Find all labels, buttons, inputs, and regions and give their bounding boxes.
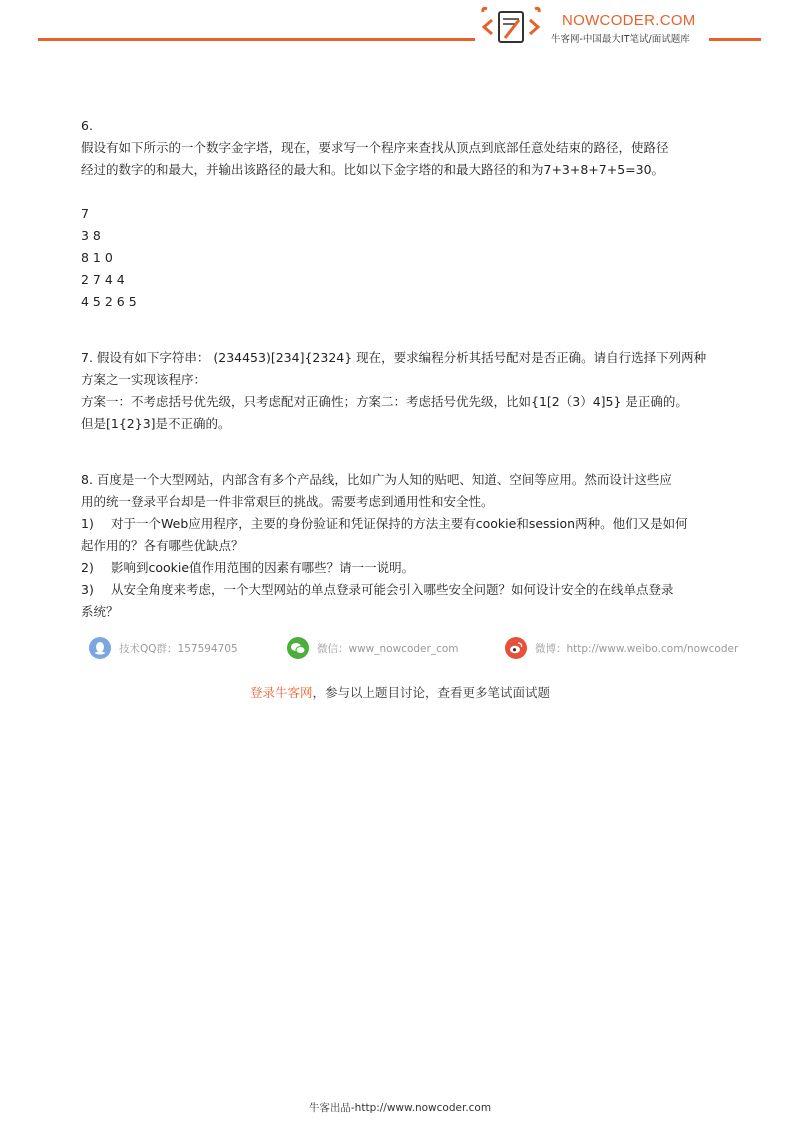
weibo-text: 微博：http://www.weibo.com/nowcoder [535,642,739,655]
qq-group-text: 技术QQ群：157594705 [119,642,238,655]
q8-item-number: 1) [81,516,94,531]
q6-line: 假设有如下所示的一个数字金字塔，现在，要求写一个程序来查找从顶点到底部任意处结束的路径，使路径 [81,140,669,155]
weibo-icon [505,637,527,659]
social-qq[interactable] [89,636,238,660]
brand-slogan: 牛客网-中国最大IT笔试/面试题库 [551,34,690,45]
login-prompt-text: ，参与以上题目讨论，查看更多笔试面试题 [312,685,551,700]
q8-line: 8. 百度是一个大型网站，内部含有多个产品线，比如广为人知的贴吧、知道、空间等应用。然而设计这些应 [81,472,672,487]
pyramid-row: 7 [81,206,89,221]
footer-text: 牛客出品-http://www.nowcoder.com [308,1102,492,1114]
wechat-icon [287,637,309,659]
q8-item-text: 对于一个Web应用程序，主要的身份验证和凭证保持的方法主要有cookie和session两种。他们又是如何 [111,516,688,531]
nowcoder-logo-icon [478,6,544,46]
q7-line: 方案之一实现该程序： [81,372,207,387]
header-divider-right [709,38,761,41]
q7-line: 方案一：不考虑括号优先级，只考虑配对正确性；方案二：考虑括号优先级，比如{1[2（3）4]5} 是正确的。 [81,394,688,409]
social-weibo[interactable] [505,636,738,660]
social-wechat[interactable] [287,636,459,660]
q8-item [81,557,731,579]
q8-item-text: 从安全角度来考虑，一个大型网站的单点登录可能会引入哪些安全问题？如何设计安全的在线单点登录 [111,582,674,597]
header-divider-left [38,38,475,41]
q8-line: 用的统一登录平台却是一件非常艰巨的挑战。需要考虑到通用性和安全性。 [81,494,494,509]
q8-item-text: 影响到cookie值作用范围的因素有哪些？请一一说明。 [111,560,415,575]
q8-item-continuation: 起作用的？各有哪些优缺点？ [81,538,244,553]
pyramid-row: 3 8 [81,228,101,243]
q8-item-number: 3) [81,582,94,597]
pyramid-row: 4 5 2 6 5 [81,294,137,309]
wechat-text: 微信：www_nowcoder_com [317,642,459,655]
pyramid-row: 2 7 4 4 [81,272,125,287]
q6-line: 经过的数字的和最大，并输出该路径的最大和。比如以下金字塔的和最大路径的和为7+3+8+7+5=30。 [81,162,665,177]
login-prompt [0,683,800,701]
q7-line: 7. 假设有如下字符串： (234453)[234]{2324} 现在，要求编程分析其括号配对是否正确。请自行选择下列两种 [81,350,707,365]
qq-icon [89,637,111,659]
q8-item [81,579,731,601]
q7-line: 但是[1{2}3]是不正确的。 [81,416,231,431]
q6-number: 6. [81,118,93,133]
q8-item-number: 2) [81,560,94,575]
q8-item [81,513,731,535]
brand-name[interactable]: NOWCODER.COM [562,12,696,29]
pyramid-row: 8 1 0 [81,250,113,265]
document-body [81,115,731,623]
login-link[interactable]: 登录牛客网 [249,685,313,700]
q8-item-continuation: 系统？ [81,604,119,619]
